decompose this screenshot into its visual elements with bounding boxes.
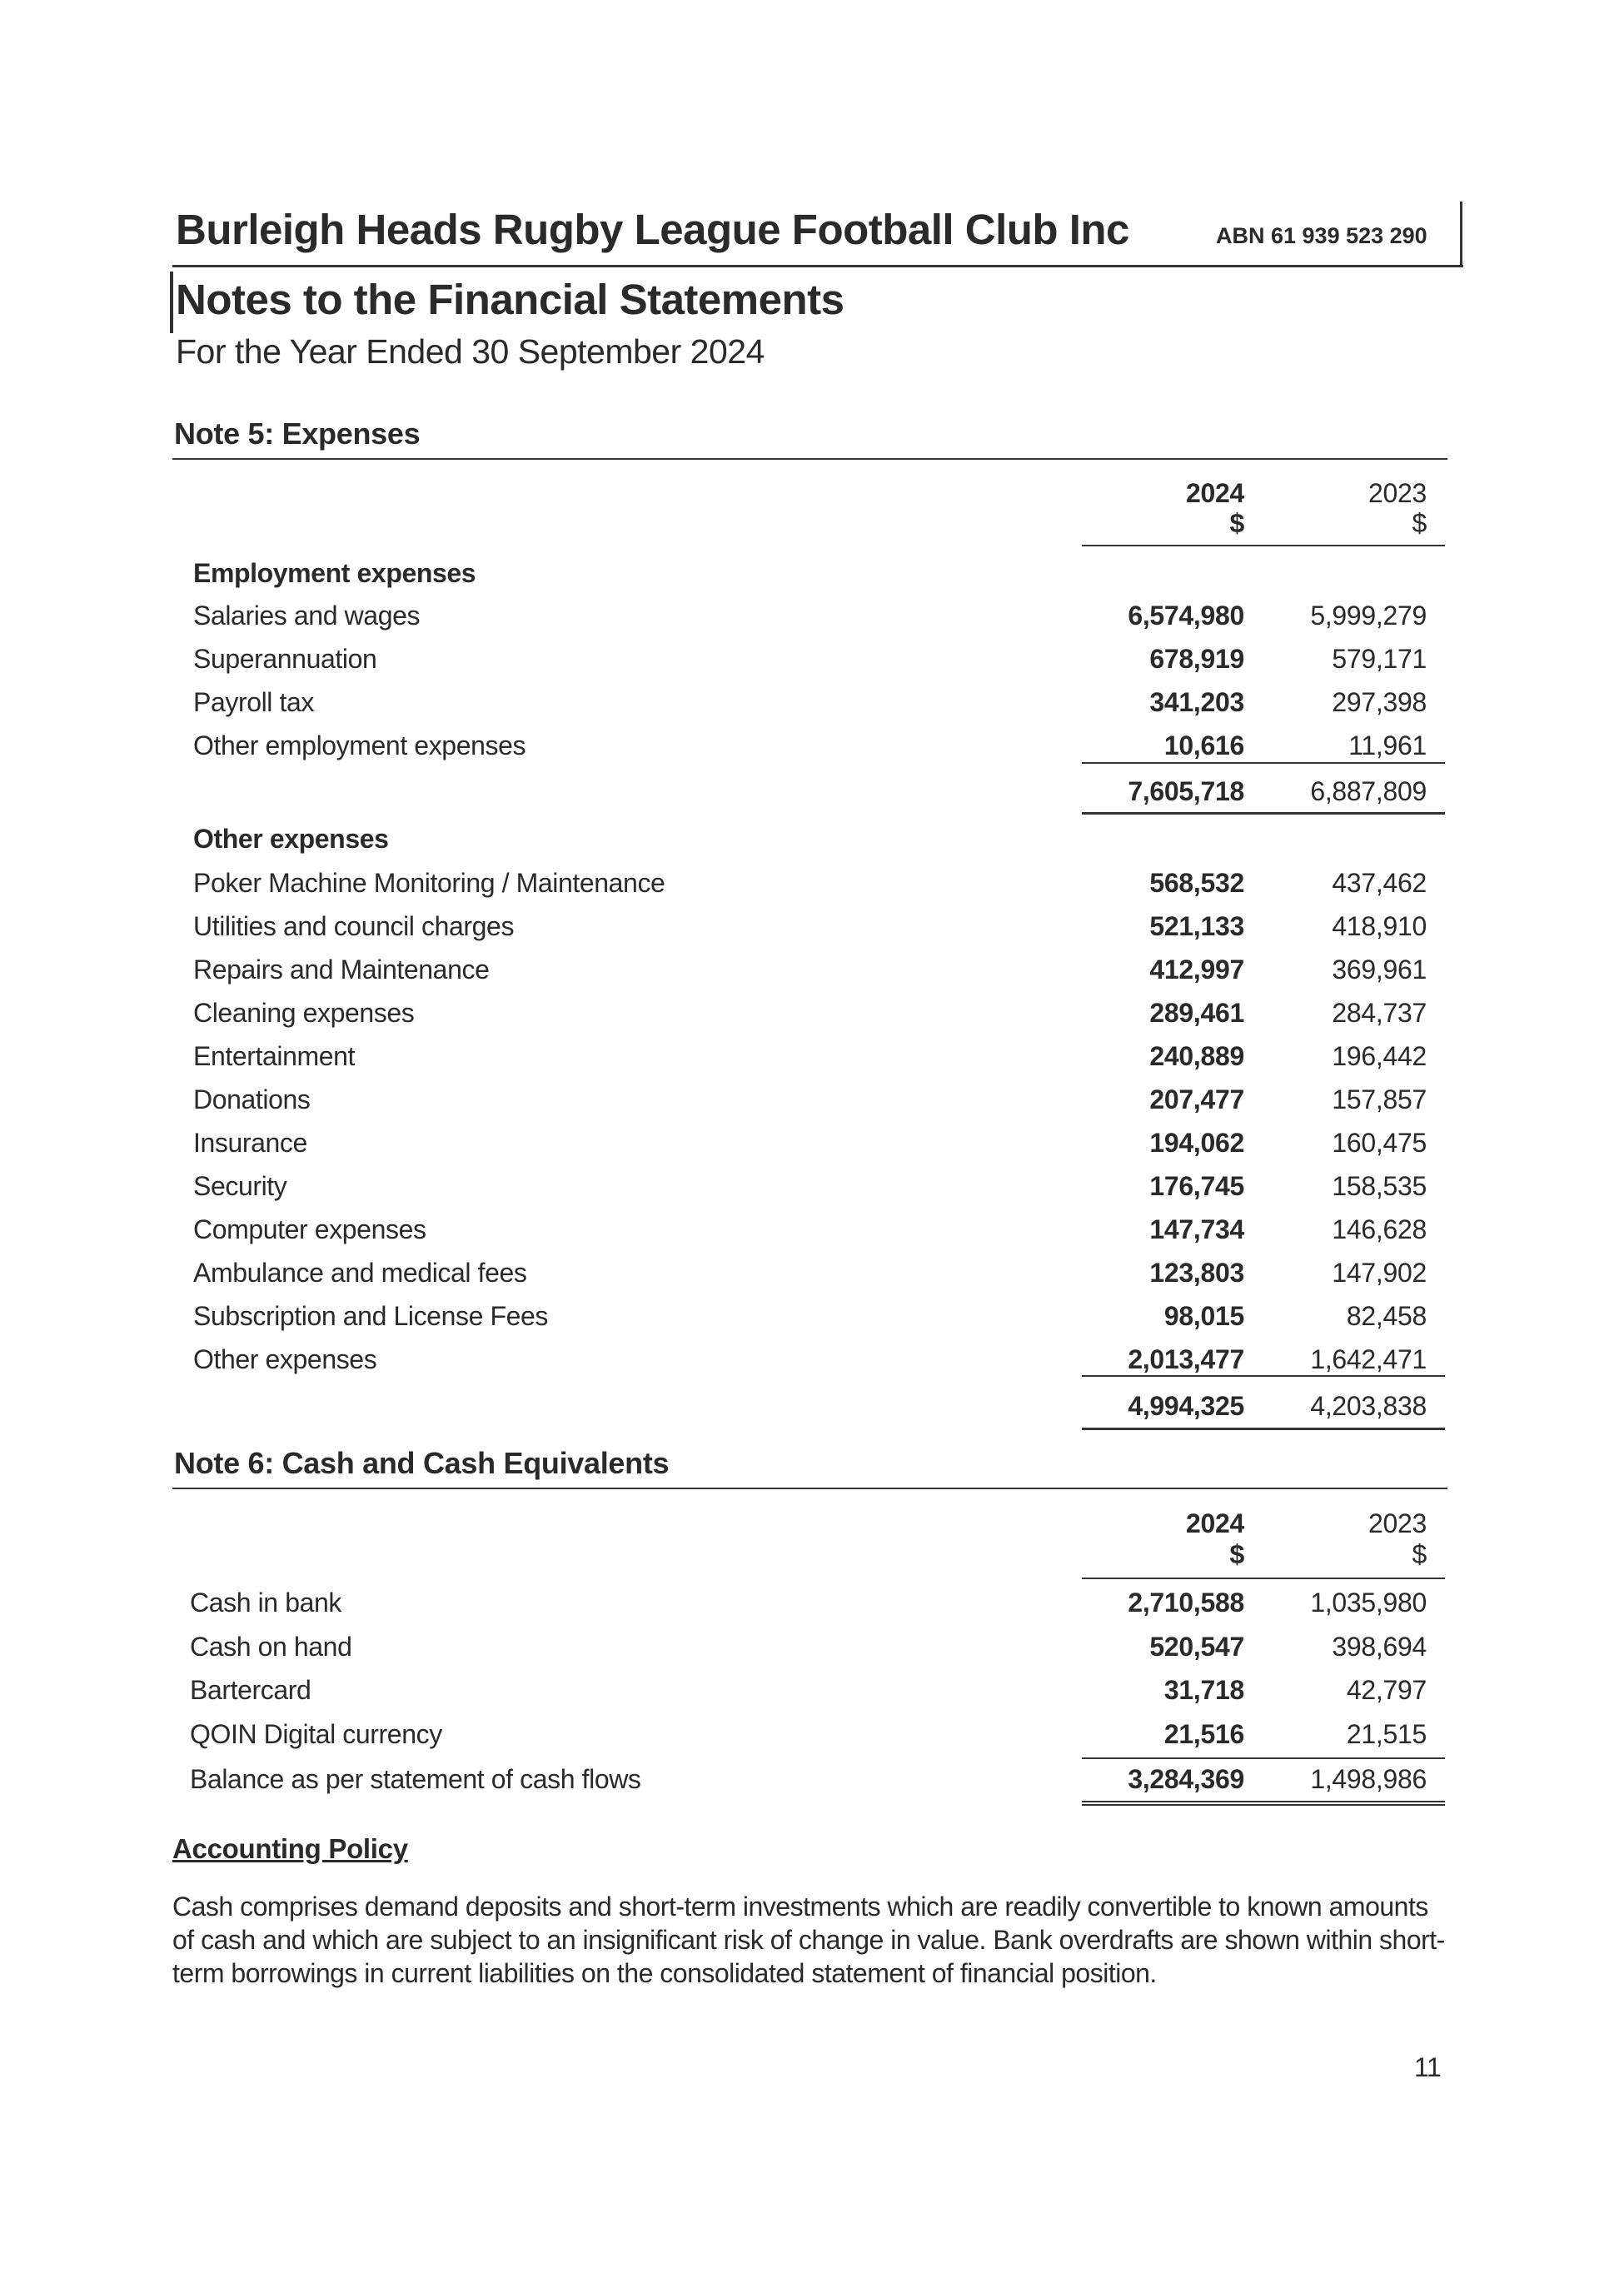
table-row-value-2024: 2,013,477 [1128,1344,1244,1374]
table-row-value-2024: 147,734 [1149,1214,1244,1244]
table-row-label: Cash in bank [190,1588,341,1618]
page-title: Notes to the Financial Statements [176,276,844,323]
cash-total-label: Balance as per statement of cash flows [190,1764,641,1794]
table-row-value-2024: 21,516 [1163,1719,1244,1749]
table-row-value-2023: 157,857 [1332,1084,1427,1114]
currency-2024: $ [1229,508,1244,538]
policy-heading: Accounting Policy [172,1833,408,1864]
period: For the Year Ended 30 September 2024 [176,332,765,371]
column-header-2024: 2024 [1186,1508,1244,1538]
subtotal-rule [1082,1757,1445,1759]
table-row-value-2024: 341,203 [1149,687,1244,717]
table-row-label: Poker Machine Monitoring / Maintenance [193,868,665,898]
table-row-label: Insurance [193,1128,307,1158]
table-row-value-2024: 568,532 [1149,868,1244,898]
table-row-value-2023: 82,458 [1346,1301,1427,1331]
table-row-value-2023: 418,910 [1332,911,1427,941]
double-rule-bottom [1082,1804,1445,1806]
employment-heading: Employment expenses [193,558,476,588]
table-row-label: Repairs and Maintenance [193,955,490,984]
total-rule [1082,812,1445,815]
table-row-value-2024: 521,133 [1149,911,1244,941]
currency-2023: $ [1412,508,1427,538]
club-name: Burleigh Heads Rugby League Football Club Inc [176,206,1129,253]
table-row-value-2024: 10,616 [1163,730,1244,760]
table-row-label: Utilities and council charges [193,911,515,941]
header-rule [172,265,1463,267]
table-row-value-2023: 11,961 [1348,730,1427,760]
table-row-value-2023: 196,442 [1332,1041,1427,1071]
note6-rule [172,1488,1447,1489]
table-row-value-2023: 42,797 [1346,1675,1427,1705]
table-row-value-2024: 176,745 [1149,1171,1244,1201]
page-number: 11 [1414,2052,1442,2082]
table-row-value-2023: 158,535 [1332,1171,1427,1201]
double-rule-top [1082,1801,1445,1802]
employment-total-2023: 6,887,809 [1310,776,1427,806]
table-row-value-2023: 284,737 [1332,998,1427,1028]
total-rule [1082,1428,1445,1430]
currency-2023: $ [1412,1539,1427,1569]
table-row-value-2023: 1,035,980 [1310,1588,1427,1618]
subtotal-rule [1082,1375,1445,1377]
header-bar-left [170,272,173,333]
note6-heading: Note 6: Cash and Cash Equivalents [174,1446,670,1480]
policy-text: Cash comprises demand deposits and short-term investments which are readily convertible to known amounts of cash and which are subject to an insignificant risk of change in value. Bank overdrafts are shown within short-term borrowings in current liabilities on the consolidated statement of financial position. [172,1892,1445,1988]
table-row-label: QOIN Digital currency [190,1719,442,1749]
other-total-2024: 4,994,325 [1128,1391,1244,1421]
employment-total-2024: 7,605,718 [1128,776,1244,806]
table-row-label: Cleaning expenses [193,998,415,1028]
column-header-rule [1082,1578,1445,1579]
currency-2024: $ [1229,1539,1244,1569]
table-row-value-2024: 98,015 [1163,1301,1244,1331]
table-row-value-2024: 2,710,588 [1128,1588,1244,1618]
note5-rule [172,458,1447,460]
table-row-value-2023: 369,961 [1332,955,1427,984]
table-row-value-2023: 297,398 [1332,687,1427,717]
cash-total-2023: 1,498,986 [1310,1764,1427,1794]
column-header-rule [1082,545,1445,546]
table-row-value-2024: 412,997 [1149,955,1244,984]
table-row-value-2024: 123,803 [1149,1258,1244,1288]
table-row-value-2023: 160,475 [1332,1128,1427,1158]
table-row-label: Entertainment [193,1041,356,1071]
other-total-2023: 4,203,838 [1310,1391,1427,1421]
table-row-value-2023: 1,642,471 [1310,1344,1427,1374]
table-row-value-2024: 6,574,980 [1128,601,1244,631]
table-row-value-2023: 398,694 [1332,1632,1427,1662]
table-row-label: Subscription and License Fees [193,1301,548,1331]
table-row-label: Security [193,1171,287,1201]
table-row-value-2023: 21,515 [1346,1719,1427,1749]
table-row-label: Bartercard [190,1675,311,1705]
table-row-value-2024: 520,547 [1149,1632,1244,1662]
table-row-label: Cash on hand [190,1632,352,1662]
table-row-value-2023: 146,628 [1332,1214,1427,1244]
table-row-value-2023: 579,171 [1332,644,1427,674]
abn: ABN 61 939 523 290 [1216,223,1427,248]
table-row-label: Other expenses [193,1344,377,1374]
table-row-value-2024: 240,889 [1149,1041,1244,1071]
table-row-value-2023: 437,462 [1332,868,1427,898]
column-header-2023: 2023 [1368,1508,1427,1538]
table-row-label: Other employment expenses [193,730,526,760]
column-header-2024: 2024 [1186,478,1244,508]
subtotal-rule [1082,762,1445,764]
table-row-label: Donations [193,1084,311,1114]
table-row-label: Payroll tax [193,687,314,717]
table-row-label: Superannuation [193,644,377,674]
table-row-value-2023: 147,902 [1332,1258,1427,1288]
cash-total-2024: 3,284,369 [1128,1764,1244,1794]
table-row-label: Salaries and wages [193,601,421,631]
other-expenses-heading: Other expenses [193,824,389,854]
table-row-value-2024: 194,062 [1149,1128,1244,1158]
table-row-value-2023: 5,999,279 [1310,601,1427,631]
table-row-value-2024: 31,718 [1163,1675,1244,1705]
table-row-value-2024: 678,919 [1149,644,1244,674]
header-bar-right [1460,202,1462,267]
table-row-value-2024: 289,461 [1149,998,1244,1028]
column-header-2023: 2023 [1368,478,1427,508]
table-row-label: Computer expenses [193,1214,426,1244]
table-row-value-2024: 207,477 [1149,1084,1244,1114]
table-row-label: Ambulance and medical fees [193,1258,527,1288]
note5-heading: Note 5: Expenses [174,416,421,451]
